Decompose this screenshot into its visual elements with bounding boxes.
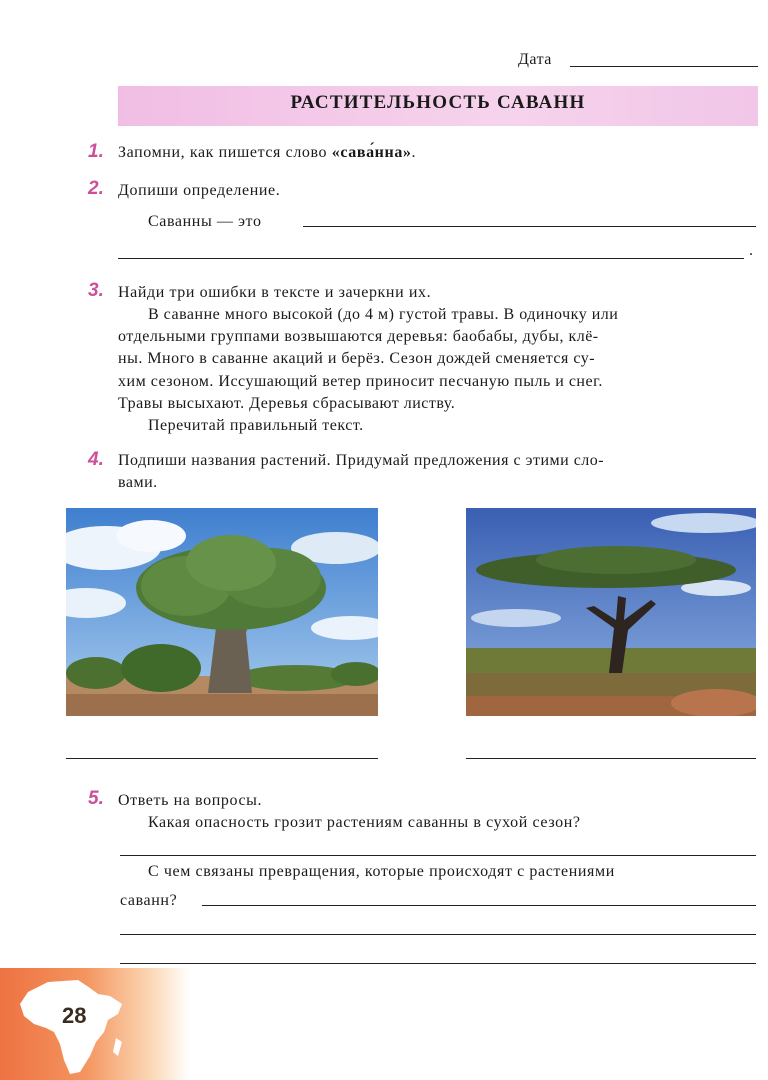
task-4-instruction xyxy=(118,450,604,494)
page-number: 28 xyxy=(62,1003,87,1028)
paragraph-line: ны. Много в саванне акаций и берёз. Сезон дождей сменяется су- xyxy=(118,350,596,368)
page-title: РАСТИТЕЛЬНОСТЬ САВАНН xyxy=(290,92,586,113)
task-2-lead: Саванны — это xyxy=(148,213,262,230)
photo-2-answer-line[interactable] xyxy=(466,758,756,759)
task-5-instruction: Ответь на вопросы. xyxy=(118,792,263,809)
task-3-reread: Перечитай правильный текст. xyxy=(148,417,364,435)
task-1-word: «сава́нна» xyxy=(331,144,412,161)
task-2-end-dot: . xyxy=(749,242,754,259)
task-3-number: 3. xyxy=(88,280,104,301)
task-2-instruction: Допиши определение. xyxy=(118,182,281,199)
task-1-text: Запомни, как пишется слово «сава́нна». xyxy=(118,144,417,161)
task-4-line-2: вами. xyxy=(118,474,158,492)
task-5-question-1: Какая опасность грозит растениям саванны в сухой сезон? xyxy=(148,814,581,831)
task-5-number: 5. xyxy=(88,788,104,809)
photo-1-answer-line[interactable] xyxy=(66,758,378,759)
task-4-number: 4. xyxy=(88,449,104,470)
task-5-answer-line-2[interactable] xyxy=(202,905,756,906)
task-5-question-2-end: саванн? xyxy=(120,892,178,909)
acacia-tree-photo xyxy=(466,508,756,716)
task-3-instruction: Найди три ошибки в тексте и зачеркни их. xyxy=(118,284,432,301)
date-label: Дата xyxy=(518,51,552,68)
task-1-number: 1. xyxy=(88,141,104,162)
task-5-answer-line-3[interactable] xyxy=(120,934,756,935)
task-5-question-2: С чем связаны превращения, которые происходят с растениями xyxy=(148,863,615,880)
paragraph-line: Травы высыхают. Деревья сбрасывают листву. xyxy=(118,394,456,412)
date-field[interactable] xyxy=(570,66,758,67)
paragraph-line: отдельными группами возвышаются деревья: баобабы, дубы, клё- xyxy=(118,328,599,346)
task-5-answer-line-4[interactable] xyxy=(120,963,756,964)
task-2-answer-line-1[interactable] xyxy=(303,226,756,227)
task-4-line-1: Подпиши названия растений. Придумай предложения с этими сло- xyxy=(118,452,605,469)
task-5-answer-line-1[interactable] xyxy=(120,855,756,856)
task-2-answer-line-2[interactable] xyxy=(118,258,744,259)
task-2-number: 2. xyxy=(88,178,104,199)
task-3-paragraph xyxy=(118,304,618,437)
baobab-tree-photo xyxy=(66,508,378,716)
paragraph-line: В саванне много высокой (до 4 м) густой травы. В одиночку или xyxy=(148,306,619,323)
paragraph-line: хим сезоном. Иссушающий ветер приносит песчаную пыль и снег. xyxy=(118,372,603,390)
